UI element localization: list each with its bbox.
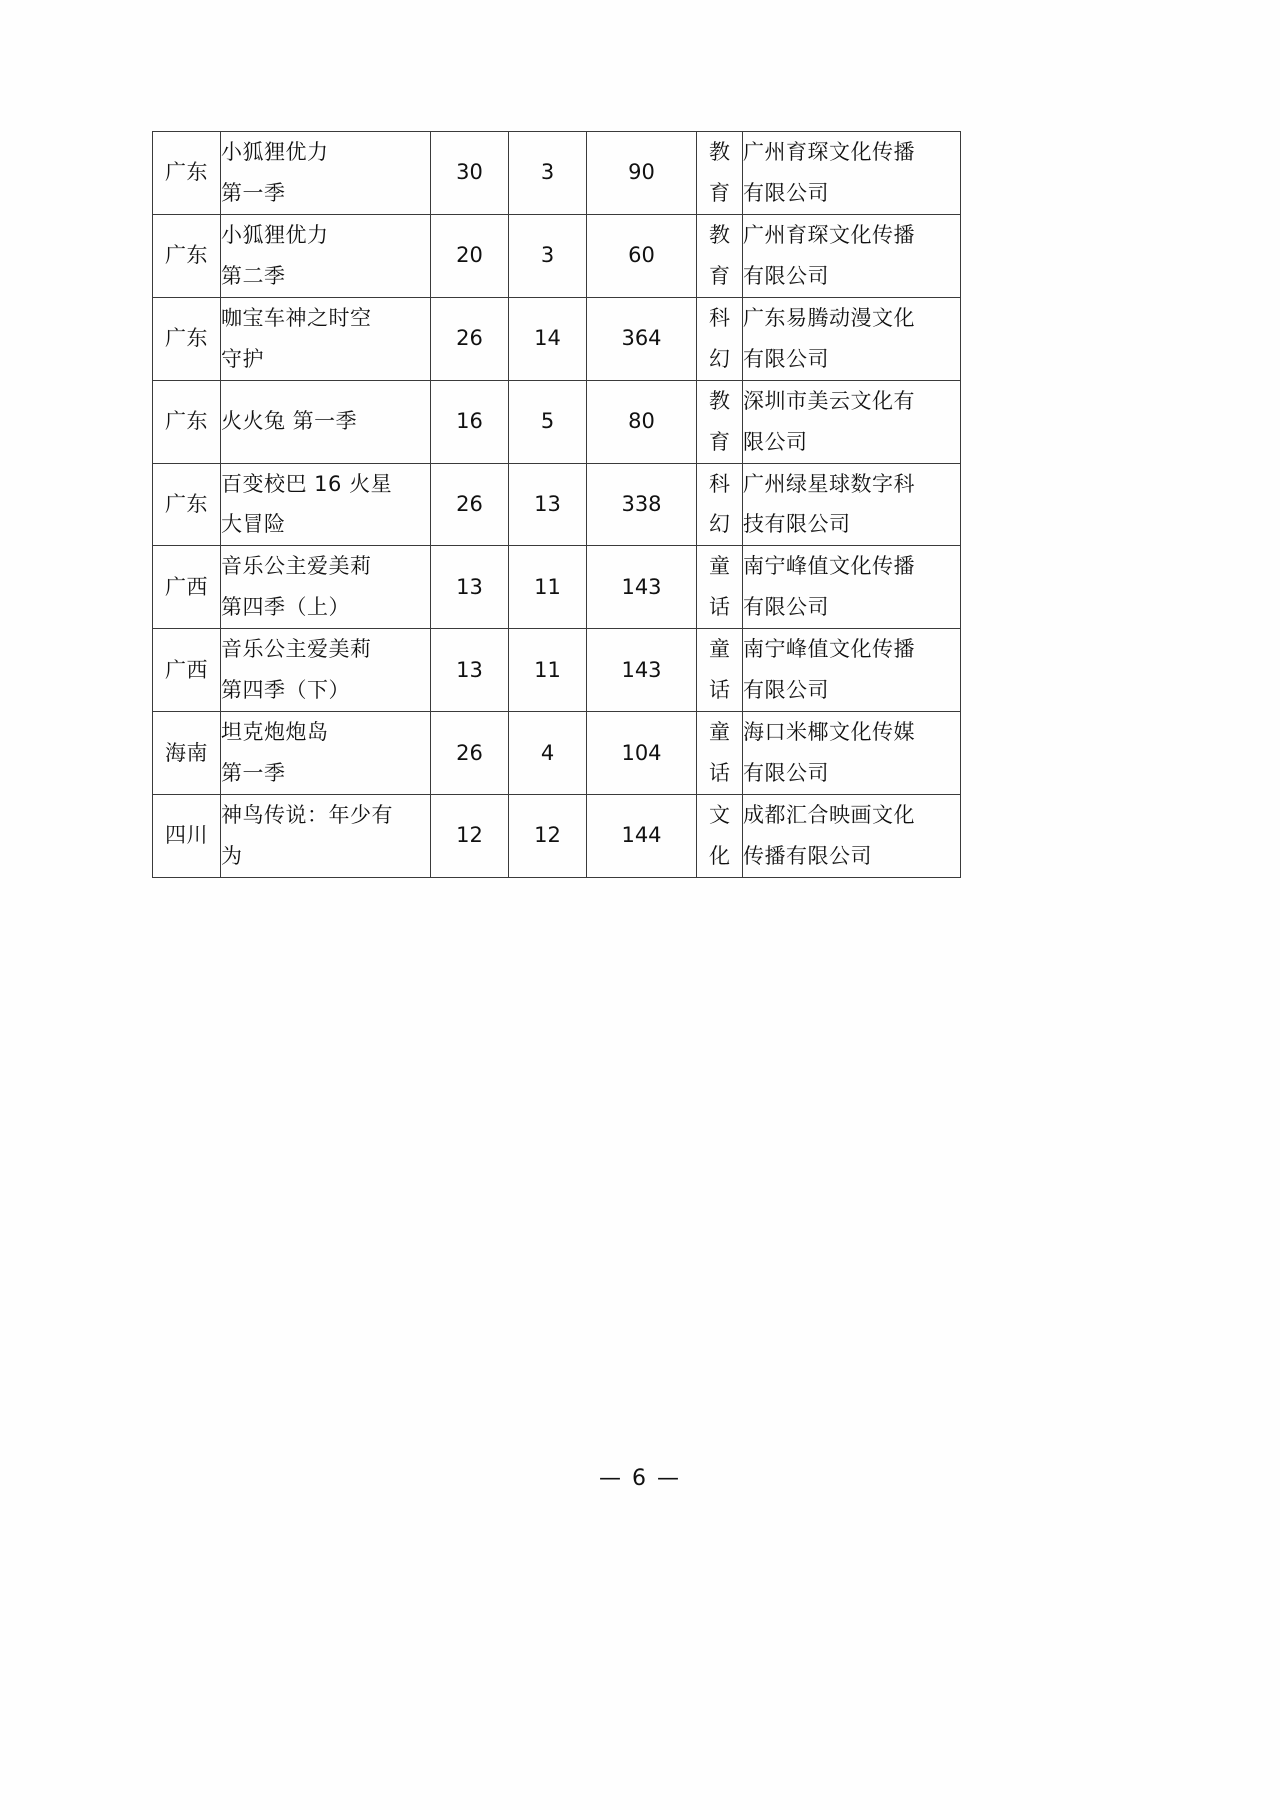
genre-char: 童 bbox=[709, 637, 730, 662]
table-row bbox=[153, 795, 961, 878]
table-row bbox=[153, 629, 961, 712]
cell-region: 海南 bbox=[153, 712, 221, 795]
cell-length-per-episode: 11 bbox=[509, 546, 587, 629]
title-line: 大冒险 bbox=[221, 512, 286, 537]
cell-episodes: 13 bbox=[431, 546, 509, 629]
cell-length-per-episode: 13 bbox=[509, 463, 587, 546]
table-row bbox=[153, 214, 961, 297]
cell-total-minutes: 364 bbox=[587, 297, 697, 380]
cell-episodes: 16 bbox=[431, 380, 509, 463]
cell-region: 广东 bbox=[153, 132, 221, 215]
title-line: 火火兔 第一季 bbox=[221, 409, 358, 434]
company-line: 有限公司 bbox=[743, 678, 829, 703]
company-line: 技有限公司 bbox=[743, 512, 851, 537]
title-line: 神鸟传说：年少有 bbox=[221, 803, 393, 827]
cell-length-per-episode: 3 bbox=[509, 132, 587, 215]
cell-genre bbox=[697, 546, 743, 629]
company-line: 有限公司 bbox=[743, 180, 829, 205]
cell-company bbox=[743, 214, 961, 297]
company-line: 海口米椰文化传媒 bbox=[743, 720, 915, 745]
table-row bbox=[153, 297, 961, 380]
cell-title bbox=[221, 795, 431, 878]
title-line: 百变校巴 16 火星 bbox=[221, 471, 393, 496]
company-line: 有限公司 bbox=[743, 761, 829, 786]
cell-title bbox=[221, 629, 431, 712]
genre-char: 文 bbox=[709, 803, 730, 827]
genre-char: 教 bbox=[709, 388, 730, 413]
cell-title bbox=[221, 712, 431, 795]
company-line: 有限公司 bbox=[743, 595, 829, 620]
genre-char: 童 bbox=[709, 554, 730, 579]
cell-total-minutes: 143 bbox=[587, 546, 697, 629]
cell-company bbox=[743, 795, 961, 878]
cell-genre bbox=[697, 629, 743, 712]
cell-episodes: 20 bbox=[431, 214, 509, 297]
productions-table-body bbox=[153, 132, 961, 878]
cell-title bbox=[221, 546, 431, 629]
genre-char: 话 bbox=[709, 761, 730, 786]
title-line: 守护 bbox=[221, 346, 264, 371]
company-line: 广东易腾动漫文化 bbox=[743, 305, 915, 330]
cell-company bbox=[743, 463, 961, 546]
cell-total-minutes: 338 bbox=[587, 463, 697, 546]
cell-genre bbox=[697, 380, 743, 463]
title-line: 第一季 bbox=[221, 761, 286, 786]
cell-title bbox=[221, 297, 431, 380]
genre-char: 幻 bbox=[709, 346, 730, 371]
cell-episodes: 30 bbox=[431, 132, 509, 215]
genre-char: 科 bbox=[709, 305, 730, 330]
company-line: 深圳市美云文化有 bbox=[743, 388, 915, 413]
genre-char: 幻 bbox=[709, 512, 730, 537]
cell-genre bbox=[697, 132, 743, 215]
table-row bbox=[153, 712, 961, 795]
cell-company bbox=[743, 380, 961, 463]
cell-title bbox=[221, 214, 431, 297]
title-line: 小狐狸优力 bbox=[221, 140, 329, 164]
cell-length-per-episode: 14 bbox=[509, 297, 587, 380]
genre-char: 童 bbox=[709, 720, 730, 745]
cell-episodes: 13 bbox=[431, 629, 509, 712]
genre-char: 教 bbox=[709, 222, 730, 247]
company-line: 有限公司 bbox=[743, 346, 829, 371]
company-line: 广州绿星球数字科 bbox=[743, 471, 915, 496]
cell-region: 广东 bbox=[153, 380, 221, 463]
table-row bbox=[153, 463, 961, 546]
cell-genre bbox=[697, 214, 743, 297]
company-line: 有限公司 bbox=[743, 263, 829, 288]
cell-length-per-episode: 4 bbox=[509, 712, 587, 795]
cell-length-per-episode: 12 bbox=[509, 795, 587, 878]
cell-genre bbox=[697, 463, 743, 546]
cell-genre bbox=[697, 297, 743, 380]
company-line: 限公司 bbox=[743, 429, 808, 454]
cell-total-minutes: 144 bbox=[587, 795, 697, 878]
cell-region: 广东 bbox=[153, 297, 221, 380]
company-line: 广州育琛文化传播 bbox=[743, 222, 915, 247]
title-line: 小狐狸优力 bbox=[221, 222, 329, 247]
cell-title bbox=[221, 132, 431, 215]
genre-char: 科 bbox=[709, 471, 730, 496]
cell-length-per-episode: 3 bbox=[509, 214, 587, 297]
genre-char: 话 bbox=[709, 595, 730, 620]
cell-episodes: 26 bbox=[431, 297, 509, 380]
cell-region: 广东 bbox=[153, 214, 221, 297]
cell-company bbox=[743, 132, 961, 215]
genre-char: 育 bbox=[709, 429, 730, 454]
table-row bbox=[153, 380, 961, 463]
genre-char: 教 bbox=[709, 140, 730, 164]
cell-total-minutes: 80 bbox=[587, 380, 697, 463]
cell-company bbox=[743, 297, 961, 380]
company-line: 成都汇合映画文化 bbox=[743, 803, 915, 827]
cell-company bbox=[743, 712, 961, 795]
cell-genre bbox=[697, 712, 743, 795]
company-line: 南宁峰值文化传播 bbox=[743, 554, 915, 579]
cell-total-minutes: 60 bbox=[587, 214, 697, 297]
cell-total-minutes: 143 bbox=[587, 629, 697, 712]
company-line: 广州育琛文化传播 bbox=[743, 140, 915, 164]
cell-company bbox=[743, 546, 961, 629]
genre-char: 话 bbox=[709, 678, 730, 703]
title-line: 为 bbox=[221, 843, 243, 868]
table-row bbox=[153, 546, 961, 629]
cell-episodes: 26 bbox=[431, 712, 509, 795]
title-line: 第四季（上） bbox=[221, 595, 350, 620]
cell-title bbox=[221, 380, 431, 463]
cell-company bbox=[743, 629, 961, 712]
cell-episodes: 12 bbox=[431, 795, 509, 878]
page-number-footer: — 6 — bbox=[599, 1466, 681, 1491]
productions-table bbox=[152, 131, 961, 878]
table-row bbox=[153, 132, 961, 215]
title-line: 第二季 bbox=[221, 263, 286, 288]
company-line: 南宁峰值文化传播 bbox=[743, 637, 915, 662]
cell-length-per-episode: 5 bbox=[509, 380, 587, 463]
genre-char: 育 bbox=[709, 263, 730, 288]
productions-table-container bbox=[152, 131, 960, 878]
cell-total-minutes: 90 bbox=[587, 132, 697, 215]
cell-title bbox=[221, 463, 431, 546]
genre-char: 化 bbox=[709, 843, 730, 868]
cell-total-minutes: 104 bbox=[587, 712, 697, 795]
title-line: 第四季（下） bbox=[221, 678, 350, 703]
company-line: 传播有限公司 bbox=[743, 843, 872, 868]
cell-length-per-episode: 11 bbox=[509, 629, 587, 712]
cell-episodes: 26 bbox=[431, 463, 509, 546]
cell-genre bbox=[697, 795, 743, 878]
title-line: 音乐公主爱美莉 bbox=[221, 554, 372, 579]
cell-region: 四川 bbox=[153, 795, 221, 878]
genre-char: 育 bbox=[709, 180, 730, 205]
title-line: 坦克炮炮岛 bbox=[221, 720, 329, 745]
title-line: 咖宝车神之时空 bbox=[221, 305, 372, 330]
cell-region: 广东 bbox=[153, 463, 221, 546]
title-line: 音乐公主爱美莉 bbox=[221, 637, 372, 662]
cell-region: 广西 bbox=[153, 629, 221, 712]
cell-region: 广西 bbox=[153, 546, 221, 629]
title-line: 第一季 bbox=[221, 180, 286, 205]
